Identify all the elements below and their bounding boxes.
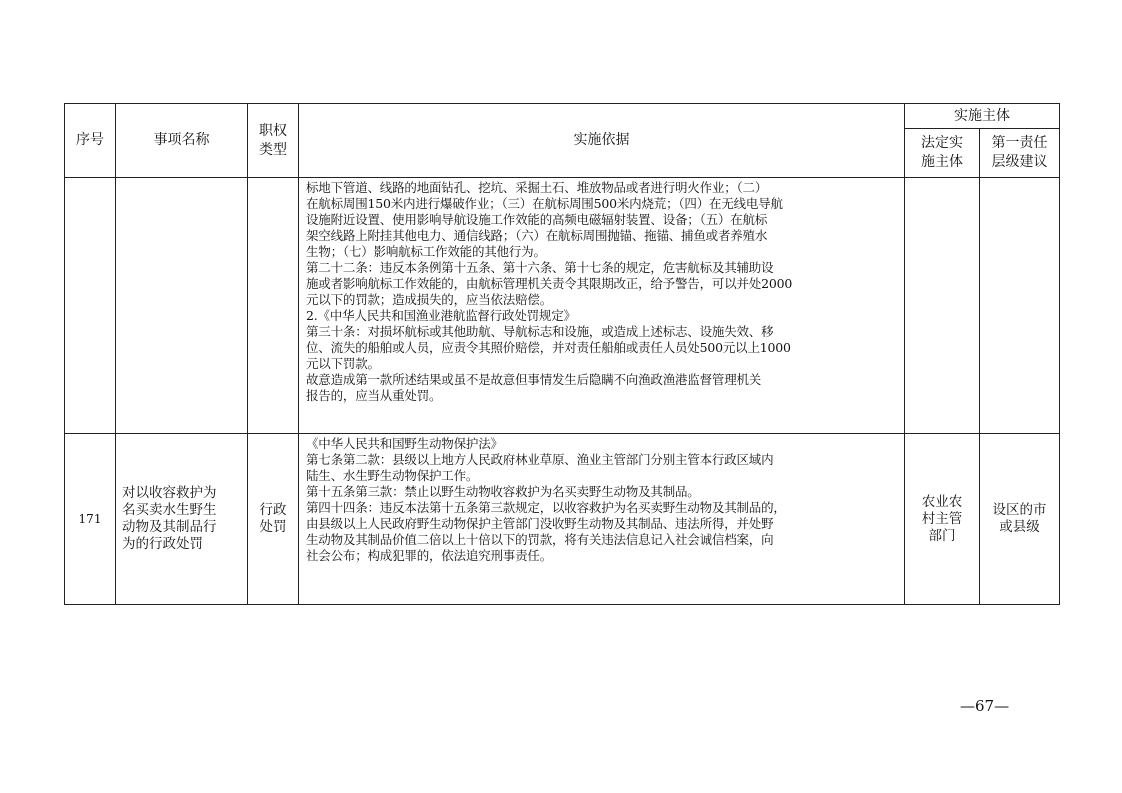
matters-table bbox=[64, 103, 1060, 605]
row-first-level: 设区的市 或县级 bbox=[980, 434, 1060, 605]
row-legal-subject bbox=[905, 178, 980, 434]
row-basis: 标地下管道、线路的地面钻孔、挖坑、采掘土石、堆放物品或者进行明火作业；（二） 在航标周围150米内进行爆破作业；（三）在航标周围500米内烧荒；（四）在无线电导航 设施附近设置、使用影响导航设施工作效能的高频电磁辐射装置、设备；（五）在航标 架空线路上附挂其他电力、通信线路；（六）在航标周围抛锚、拖锚、捕鱼或者养殖水 生物；（七）影响航标工作效能的其他行为。 第二十二条：违反本条例第十五条、第十六条、第十七条的规定，危害航标及其辅助设 施或者影响航标工作效能的，由航标管理机关责令其限期改正，给予警告，可以并处2000 元以下的罚款；造成损失的，应当依法赔偿。 2.《中华人民共和国渔业港航监督行政处罚规定》 第三十条：对损坏航标或其他助航、导航标志和设施，或造成上述标志、设施失效、移 位、流失的船舶或人员，应责令其照价赔偿，并对责任船舶或责任人员处500元以上1000 元以下罚款。 故意造成第一款所述结果或虽不是故意但事情发生后隐瞒不向渔政渔港监督管理机关 报告的，应当从重处罚。 bbox=[299, 178, 905, 434]
header-subject: 实施主体 bbox=[905, 104, 1060, 129]
table-row bbox=[65, 178, 1060, 434]
header-basis: 实施依据 bbox=[299, 104, 905, 178]
row-basis: 《中华人民共和国野生动物保护法》 第七条第二款：县级以上地方人民政府林业草原、渔业主管部门分别主管本行政区域内 陆生、水生野生动物保护工作。 第十五条第三款：禁止以野生动物收容救护为名买卖野生动物及其制品。 第四十四条：违反本法第十五条第三款规定，以收容救护为名买卖野生动物及其制品的， 由县级以上人民政府野生动物保护主管部门没收野生动物及其制品、违法所得，并处野 生动物及其制品价值二倍以上十倍以下的罚款，将有关违法信息记入社会诚信档案，向 社会公布；构成犯罪的，依法追究刑事责任。 bbox=[299, 434, 905, 605]
row-legal-subject: 农业农 村主管 部门 bbox=[905, 434, 980, 605]
table-row bbox=[65, 434, 1060, 605]
header-type: 职权 类型 bbox=[248, 104, 299, 178]
header-first-level: 第一责任 层级建议 bbox=[980, 129, 1060, 178]
row-first-level bbox=[980, 178, 1060, 434]
row-name: 对以收容救护为 名买卖水生野生 动物及其制品行 为的行政处罚 bbox=[116, 434, 248, 605]
header-legal-subject: 法定实 施主体 bbox=[905, 129, 980, 178]
row-seq bbox=[65, 178, 116, 434]
row-name bbox=[116, 178, 248, 434]
row-type: 行政 处罚 bbox=[248, 434, 299, 605]
row-seq: 171 bbox=[65, 434, 116, 605]
header-seq: 序号 bbox=[65, 104, 116, 178]
header-name: 事项名称 bbox=[116, 104, 248, 178]
page-number: —67— bbox=[960, 697, 1010, 715]
row-type bbox=[248, 178, 299, 434]
